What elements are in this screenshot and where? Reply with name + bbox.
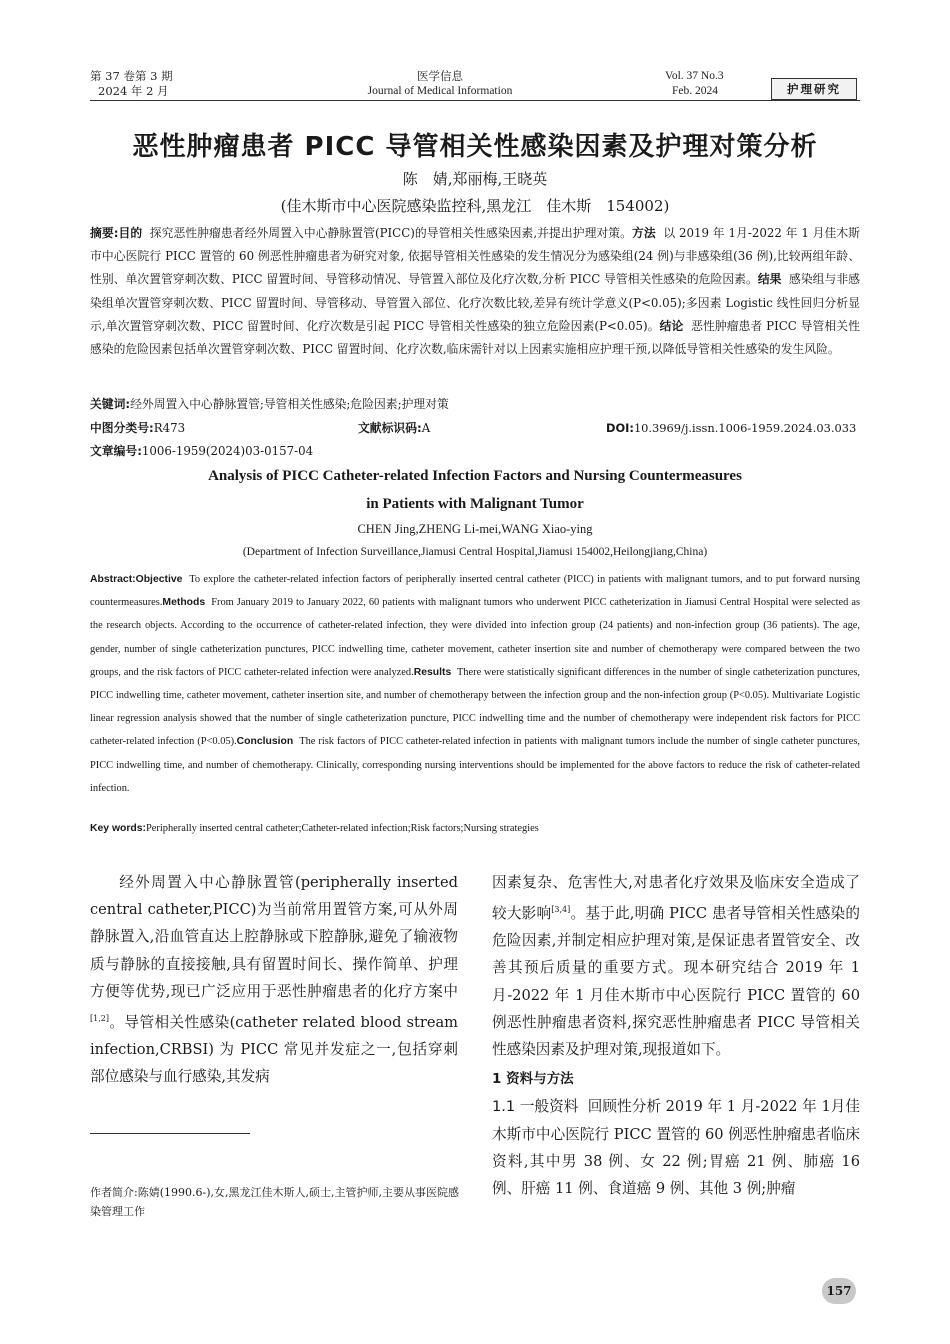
volume-en: Vol. 37 No.3 xyxy=(665,70,724,82)
doi xyxy=(606,418,856,438)
journal-en: Journal of Medical Information xyxy=(367,85,513,97)
doc-code-text: A xyxy=(421,421,431,435)
footnote-rule xyxy=(90,1133,250,1134)
conclusion-cn: 恶性肿瘤患者 PICC 导管相关性感染的危险因素包括单次置管穿刺次数、PICC 留置时间、化疗次数,临床需针对以上因素实施相应护理干预,以降低导管相关性感染的发生风险。 xyxy=(90,318,860,357)
abstract-cn-label: 摘要: xyxy=(90,226,119,240)
author-footnote: 作者简介:陈婧(1990.6-),女,黑龙江佳木斯人,硕士,主管护师,主要从事医院感染管理工作 xyxy=(90,1186,459,1218)
affiliation-cn: (佳木斯市中心医院感染监控科,黑龙江 佳木斯 154002) xyxy=(280,197,670,215)
methods-cn-label: 方法 xyxy=(632,226,656,240)
header-rule xyxy=(90,100,860,101)
results-cn-label: 结果 xyxy=(757,272,782,287)
keywords-cn-text: 经外周置入中心静脉置管;导管相关性感染;危险因素;护理对策 xyxy=(130,397,449,411)
doi-text: 10.3969/j.issn.1006-1959.2024.03.033 xyxy=(633,421,857,435)
citation-1-2: [1,2] xyxy=(90,1014,109,1024)
subsection-1-1-text: 回顾性分析 2019 年 1 月-2022 年 1月佳木斯市中心医院行 PICC 置管的 60 例恶性肿瘤患者临床资料,其中男 38 例、女 22 例;胃癌 21 例、肺癌 16 例、肝癌 11 例、食道癌 9 例、其他 3 例;肿瘤 xyxy=(492,1098,860,1198)
abstract-en xyxy=(90,568,860,800)
authors-cn: 陈 婧,郑丽梅,王晓英 xyxy=(402,170,548,188)
authors-en: CHEN Jing,ZHENG Li-mei,WANG Xiao-ying xyxy=(357,522,593,536)
clc xyxy=(90,418,185,438)
clc-label: 中图分类号: xyxy=(90,421,154,435)
section-heading-1: 1 资料与方法 xyxy=(492,1071,574,1088)
article-no-text: 1006-1959(2024)03-0157-04 xyxy=(141,444,314,458)
results-cn: 感染组与非感染组单次置管穿刺次数、PICC 留置时间、导管移动、导管置入部位、化疗次数比较,差异有统计学意义(P<0.05);多因素 Logistic 线性回归分析显示,单次置管穿刺次数、PICC 留置时间、化疗次数是引起 PICC 导管相关性感染的独立危险因素(P<0.05)。 xyxy=(90,272,860,333)
date-cn: 2024 年 2 月 xyxy=(98,84,169,98)
keywords-cn-label: 关键词: xyxy=(90,397,131,411)
keywords-cn xyxy=(90,394,449,414)
body-right-text-b: 。基于此,明确 PICC 患者导管相关性感染的危险因素,并制定相应护理对策,是保证患者置管安全、改善其预后质量的重要方式。现本研究结合 2019 年 1 月-2022 年 1 月佳木斯市中心医院行 PICC 置管的 60 例恶性肿瘤患者资料,探究恶性肿瘤患者 PICC 导管相关性感染因素及护理对策,现报道如下。 xyxy=(492,905,860,1059)
body-right-column xyxy=(492,869,860,1202)
body-left-column xyxy=(90,869,458,1090)
conclusion-en-label: Conclusion xyxy=(236,736,294,748)
page-number: 157 xyxy=(822,1278,856,1304)
subsection-1-1 xyxy=(492,1093,860,1202)
body-right-text-a: 因素复杂、危害性大,对患者化疗效果及临床安全造成了较大影响 xyxy=(492,874,860,923)
methods-cn: 以 2019 年 1月-2022 年 1 月佳木斯市中心医院行 PICC 置管的 60 例恶性肿瘤患者为研究对象, 依据导管相关性感染的发生情况分为感染组(24 例)与非感染组(36 例),比较两组年龄、性别、单次置管穿刺次数、PICC 留置时间、导管移动情况、导管置入部位及化疗次数,分析 PICC 导管相关性感染的危险因素。 xyxy=(90,226,860,287)
body-left-paragraph xyxy=(90,869,458,1090)
section-tag: 护理研究 xyxy=(771,78,857,100)
body-left-text-a: 经外周置入中心静脉置管(peripherally inserted central catheter,PICC)为当前常用置管方案,可从外周静脉置入,沿血管直达上腔静脉或下腔静脉,避免了输液物质与静脉的直接接触,具有留置时间长、操作简单、护理方便等优势,现已广泛应用于恶性肿瘤患者的化疗方案中 xyxy=(90,874,458,1000)
body-left-text-b: 。导管相关性感染(catheter related blood stream infection,CRBSI) 为 PICC 常见并发症之一,包括穿刺部位感染与血行感染,其发病 xyxy=(90,1013,458,1086)
affiliation-en: (Department of Infection Surveillance,Jiamusi Central Hospital,Jiamusi 154002,Heilongjiang,China) xyxy=(242,546,708,558)
doc-code-label: 文献标识码: xyxy=(358,421,422,435)
date-en: Feb. 2024 xyxy=(672,85,718,97)
results-en-label: Results xyxy=(413,666,452,678)
body-right-paragraph xyxy=(492,869,860,1063)
doi-label: DOI: xyxy=(606,421,634,435)
results-en: There were statistically significant differences in the number of single catheterization punctures, PICC indwelling time, catheter movement, catheter insertion site, and number of chemotherapy between the infection group and the non-infection group (P<0.05). Multivariate Logistic linear regression analysis showed that the number of single catheterization puncture, PICC indwelling time and the number of chemotherapy were independent risk factors for PICC catheter-related infection (P<0.05). xyxy=(90,666,860,748)
keywords-en-text: Peripherally inserted central catheter;Catheter-related infection;Risk factors;Nursing strategies xyxy=(146,823,539,834)
objective-en: To explore the catheter-related infection factors of peripherally inserted central catheter (PICC) in patients with malignant tumors, and to put forward nursing countermeasures. xyxy=(90,574,860,609)
doc-code xyxy=(358,418,430,438)
keywords-en xyxy=(90,819,539,839)
abstract-en-label: Abstract: xyxy=(90,574,136,585)
title-en-line1: Analysis of PICC Catheter-related Infection Factors and Nursing Countermeasures xyxy=(208,468,742,484)
objective-en-label: Objective xyxy=(135,574,183,585)
conclusion-cn-label: 结论 xyxy=(659,318,684,333)
volume-cn: 第 37 卷第 3 期 xyxy=(90,69,173,83)
methods-en: From January 2019 to January 2022, 60 patients with malignant tumors who underwent PICC catheterization in Jiamusi Central Hospital were selected as the research objects. According to the occurrence of catheter-related infection, they were divided into infection group (24 patients) and non-infection group (36 patients). The age, gender, number of single catheterization punctures, PICC indwelling time, catheter movement, catheter insertion site and number of chemotherapy were compared between the two groups, and the risk factors of PICC catheter-related infection were analyzed. xyxy=(90,597,861,678)
methods-en-label: Methods xyxy=(162,597,206,609)
article-no-label: 文章编号: xyxy=(90,444,142,458)
abstract-cn xyxy=(90,222,860,361)
journal-cn: 医学信息 xyxy=(417,69,463,83)
subsection-1-1-label: 1.1 一般资料 xyxy=(492,1098,579,1116)
citation-3-4: [3,4] xyxy=(551,905,571,915)
clc-text: R473 xyxy=(153,421,186,435)
objective-cn: 探究恶性肿瘤患者经外周置入中心静脉置管(PICC)的导管相关性感染因素,并提出护理对策。 xyxy=(149,226,632,240)
article-no xyxy=(90,441,313,461)
conclusion-en: The risk factors of PICC catheter-related infection in patients with malignant tumors include the number of single catheter punctures, PICC indwelling time, and number of chemotherapy. Clinically, corresponding nursing interventions should be implemented for the above factors to reduce the risk of catheter-related infection. xyxy=(90,736,861,794)
title-en-line2: in Patients with Malignant Tumor xyxy=(366,496,584,512)
title-cn: 恶性肿瘤患者 PICC 导管相关性感染因素及护理对策分析 xyxy=(132,132,818,162)
keywords-en-label: Key words: xyxy=(90,823,147,834)
objective-cn-label: 目的 xyxy=(118,226,143,240)
